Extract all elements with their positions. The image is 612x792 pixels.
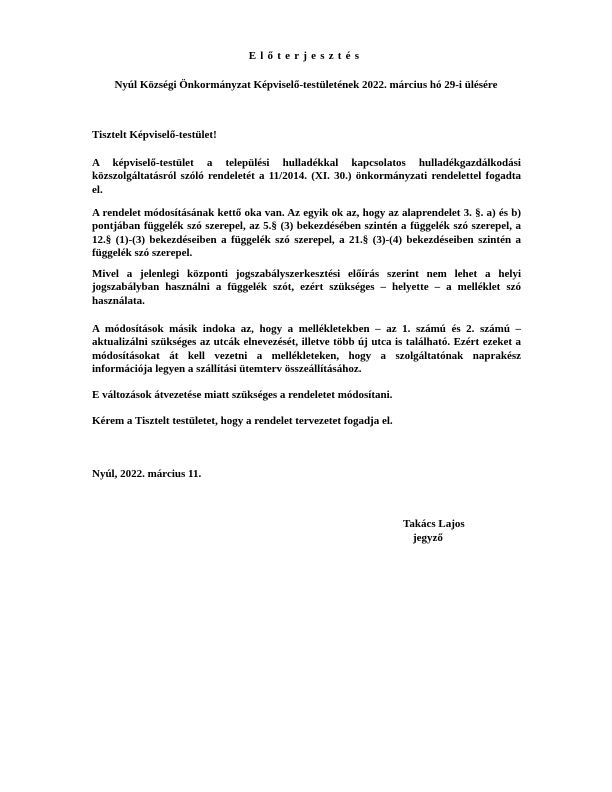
signature-role: jegyző: [413, 532, 443, 544]
document-subtitle: Nyúl Községi Önkormányzat Képviselő-testületének 2022. március hó 29-i ülésére: [114, 79, 498, 91]
date-line: Nyúl, 2022. március 11.: [92, 468, 202, 480]
paragraph: Mivel a jelenlegi központi jogszabályszerkesztési előírás szerint nem lehet a helyi jogszabályban használni a függelék szót, ezért szükséges – helyette – a melléklet szó használata.: [92, 268, 521, 307]
paragraph: A képviselő-testület a települési hulladékkal kapcsolatos hulladékgazdálkodási közszolgáltatásról szóló rendeletét a 11/2014. (XI. 30.) önkormányzati rendelettel fogadta el.: [92, 157, 521, 196]
signature-name: Takács Lajos: [403, 518, 465, 530]
document-title: Előterjesztés: [248, 50, 364, 62]
paragraph: A rendelet módosításának kettő oka van. Az egyik ok az, hogy az alaprendelet 3. §. a) és b) pontjában függelék szó szerepel, az 5.§ (3) bekezdésében szintén a függelék szó szerepel, a 12.§ (1)-(3) bekezdéseiben a függelék szó szerepel, a 21.§ (3)-(4) bekezdéseiben szintén a függelék szó szerepel.: [92, 207, 521, 260]
greeting: Tisztelt Képviselő-testület!: [92, 129, 217, 141]
paragraph: A módosítások másik indoka az, hogy a mellékletekben – az 1. számú és 2. számú – aktualizálni szükséges az utcák elnevezését, illetve több új utca is található. Ezért ezeket a módosításokat át kell vezetni a mellékleteken, hogy a szolgáltatónak naprakész információja legyen a szállítási ütemterv összeállításához.: [92, 323, 521, 376]
paragraph: Kérem a Tisztelt testületet, hogy a rendelet tervezetet fogadja el.: [92, 415, 393, 427]
paragraph: E változások átvezetése miatt szükséges a rendeletet módosítani.: [92, 389, 393, 401]
